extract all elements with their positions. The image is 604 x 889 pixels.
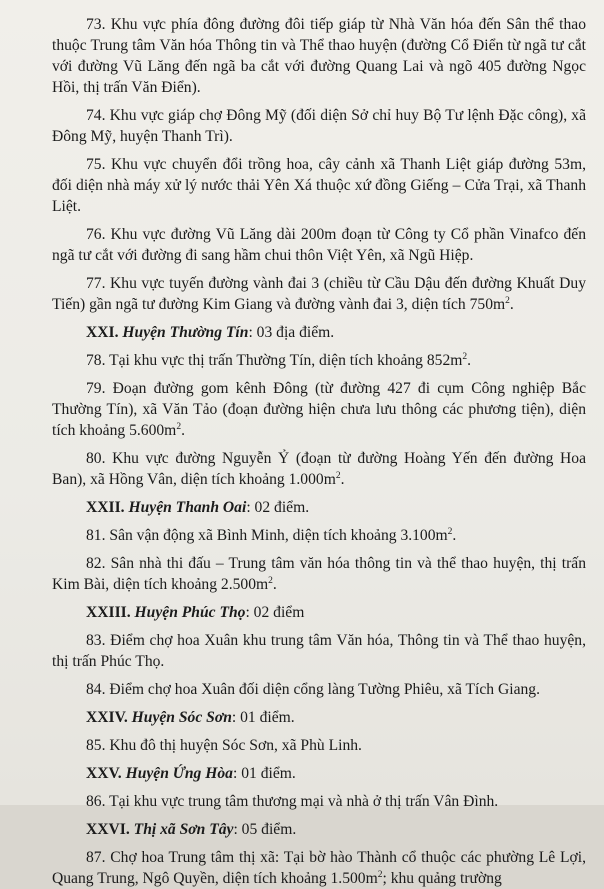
item-text: 75. Khu vực chuyển đổi trồng hoa, cây cảnh xã Thanh Liệt giáp đường 53m, đối diện nhà máy xử lý nước thải Yên Xá thuộc xứ đồng Giếng – Cửa Trại, xã Thanh Liệt.: [52, 156, 586, 215]
section-number: XXV.: [86, 765, 122, 782]
list-item: [52, 525, 586, 546]
list-item: [52, 14, 586, 98]
section-number: XXII.: [86, 499, 125, 516]
section-title: Huyện Sóc Sơn: [131, 709, 232, 726]
list-item: [52, 273, 586, 315]
list-item: [52, 105, 586, 147]
list-item: [52, 154, 586, 217]
item-text: 87. Chợ hoa Trung tâm thị xã: Tại bờ hào Thành cổ thuộc các phường Lê Lợi, Quang Trung, Ngô Quyền, diện tích khoảng 1.500m: [52, 849, 586, 887]
list-item: [52, 679, 586, 700]
item-text: 73. Khu vực phía đông đường đôi tiếp giáp từ Nhà Văn hóa đến Sân thể thao thuộc Trung tâm Văn hóa Thông tin và Thể thao huyện (đường Cổ Điển từ ngã tư cắt với đường Vũ Lăng đến ngã ba cắt với đường Quang Lai và ngõ 405 đường Ngọc Hồi, thị trấn Văn Điển).: [52, 16, 586, 96]
area-unit-superscript: 2: [335, 470, 341, 481]
list-item: [52, 553, 586, 595]
item-text-tail: .: [181, 422, 185, 439]
section-heading: [52, 602, 586, 623]
item-text: 86. Tại khu vực trung tâm thương mại và nhà ở thị trấn Vân Đình.: [86, 793, 499, 810]
item-text-tail: .: [509, 296, 514, 313]
list-item: [52, 630, 586, 672]
section-count: : 03 địa điểm.: [248, 324, 335, 341]
list-item: [52, 224, 586, 266]
section-heading: [52, 763, 586, 784]
item-text-tail: .: [452, 527, 457, 544]
item-text: 82. Sân nhà thi đấu – Trung tâm văn hóa thông tin và thể thao huyện, thị trấn Kim Bài, diện tích khoảng 2.500m: [52, 555, 586, 593]
item-text: 78. Tại khu vực thị trấn Thường Tín, diện tích khoảng 852m: [86, 352, 463, 369]
item-text: 84. Điểm chợ hoa Xuân đối diện cổng làng Tường Phiêu, xã Tích Giang.: [86, 681, 540, 698]
item-text: 79. Đoạn đường gom kênh Đông (từ đường 427 đi cụm Công nghiệp Bắc Thường Tín), xã Văn Tảo (đoạn đường hiện chưa lưu thông các phương tiện), diện tích khoảng 5.600m: [52, 380, 586, 439]
section-count: : 01 điểm.: [231, 709, 295, 726]
document-body: [52, 14, 586, 889]
list-item: [52, 378, 586, 441]
item-text-tail: ; khu quảng trường: [382, 870, 502, 887]
item-text: 76. Khu vực đường Vũ Lăng dài 200m đoạn từ Công ty Cổ phần Vinafco đến ngã tư cắt với đường đi sang hầm chui thôn Việt Yên, xã Ngũ Hiệp.: [52, 226, 586, 264]
list-item: [52, 791, 586, 812]
section-title: Thị xã Sơn Tây: [133, 821, 234, 838]
section-count: : 02 điểm: [245, 604, 305, 621]
area-unit-superscript: 2: [505, 295, 510, 306]
section-heading: [52, 497, 586, 518]
list-item: [52, 448, 586, 490]
item-text: 85. Khu đô thị huyện Sóc Sơn, xã Phù Linh.: [86, 737, 362, 754]
item-text: 81. Sân vận động xã Bình Minh, diện tích khoảng 3.100m: [86, 527, 448, 544]
item-text: 80. Khu vực đường Nguyễn Ỷ (đoạn từ đường Hoàng Yến đến đường Hoa Ban), xã Hồng Vân, diện tích khoảng 1.000m: [52, 450, 586, 488]
section-title: Huyện Phúc Thọ: [134, 604, 246, 621]
area-unit-superscript: 2: [268, 575, 273, 586]
list-item: [52, 350, 586, 371]
item-text: 74. Khu vực giáp chợ Đông Mỹ (đối diện Sở chỉ huy Bộ Tư lệnh Đặc công), xã Đông Mỹ, huyện Thanh Trì).: [52, 107, 586, 145]
area-unit-superscript: 2: [176, 421, 182, 432]
list-item: [52, 735, 586, 756]
section-heading: [52, 322, 586, 343]
item-text-tail: .: [340, 471, 345, 488]
section-count: : 02 điểm.: [246, 499, 310, 516]
section-title: Huyện Thường Tín: [122, 324, 249, 341]
section-number: XXIV.: [86, 709, 128, 726]
section-number: XXIII.: [86, 604, 131, 621]
area-unit-superscript: 2: [377, 869, 383, 880]
section-heading: [52, 819, 586, 840]
item-text: 83. Điểm chợ hoa Xuân khu trung tâm Văn hóa, Thông tin và Thể thao huyện, thị trấn Phúc Thọ.: [52, 632, 586, 670]
section-number: XXI.: [86, 324, 119, 341]
section-title: Huyện Ứng Hòa: [125, 765, 233, 782]
area-unit-superscript: 2: [462, 351, 468, 362]
item-text-tail: .: [467, 352, 472, 369]
list-item: [52, 847, 586, 889]
item-text-tail: .: [272, 576, 277, 593]
section-heading: [52, 707, 586, 728]
item-text: 77. Khu vực tuyến đường vành đai 3 (chiều từ Cầu Dậu đến đường Khuất Duy Tiến) gần ngã tư đường Kim Giang và đường vành đai 3, diện tích 750m: [52, 275, 586, 313]
area-unit-superscript: 2: [447, 526, 453, 537]
section-title: Huyện Thanh Oai: [128, 499, 247, 516]
section-number: XXVI.: [86, 821, 130, 838]
section-count: : 05 điểm.: [233, 821, 297, 838]
section-count: : 01 điểm.: [232, 765, 296, 782]
